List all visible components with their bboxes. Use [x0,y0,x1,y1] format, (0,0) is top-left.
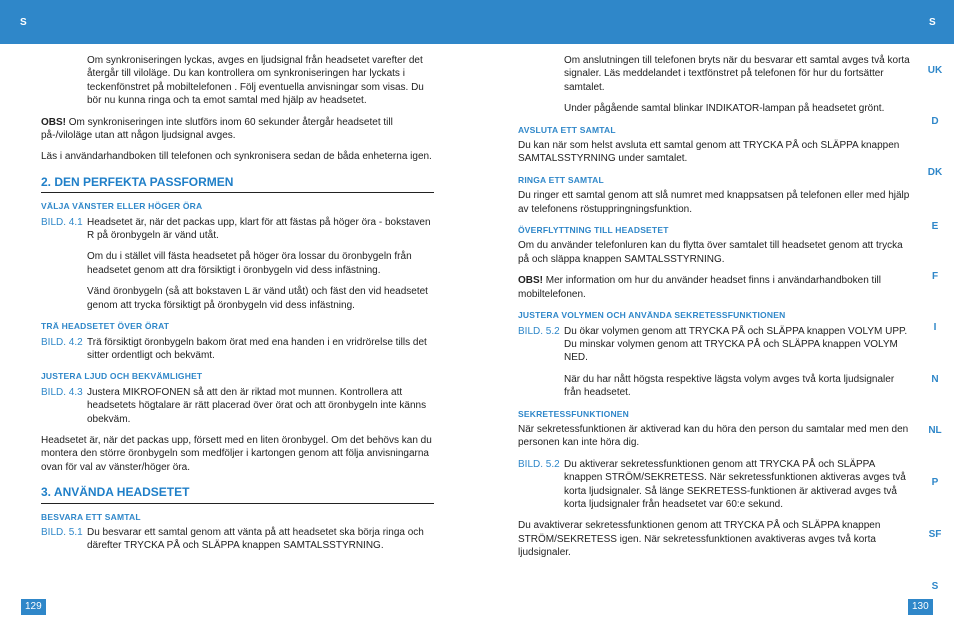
tab-f[interactable]: F [931,271,939,282]
paragraph: Om anslutningen till telefonen bryts när du besvarar ett samtal avges två korta signaler. Läs meddelandet i textfönstret på telefonen för hur du fortsätter samtalet. [564,55,910,93]
figure-label: BILD. 4.3 [41,386,83,398]
paragraph: När sekretessfunktionen är aktiverad kan du höra den person du samtalar med men den personen kan inte höra dig. [518,423,909,449]
tab-dk[interactable]: DK [927,167,943,178]
figure-text: Du ökar volymen genom att TRYCKA PÅ och SLÄPPA knappen VOLYM UPP. Du minskar volymen genom att TRYCKA PÅ och SLÄPPA knappen VOLYM NED. [564,325,908,364]
subheading: ÖVERFLYTTNING TILL HEADSETET [518,225,669,236]
paragraph: När du har nått högsta respektive lägsta volym avges två korta ljudsignaler från headsetet. [564,373,895,399]
header-lang-left: S [20,17,27,28]
paragraph: Om du i stället vill fästa headsetet på höger öra lossar du öronbygeln från headsetet genom att dra försiktigt i öronbygeln vid dess infästning. [87,251,412,276]
paragraph: Headsetet är, när det packas upp, försett med en liten öronbygel. Om det behövs kan du montera den större öronbygeln som medföljer i kartongen genom att följa anvisningarna ovan för val av vänster/höger öra. [41,434,432,473]
figure-ref-item [41,336,434,363]
figure-text: Du aktiverar sekretessfunktionen genom att TRYCKA PÅ och SLÄPPA knappen STRÖM/SEKRETESS. När sekretessfunktionen aktiveras avges två korta ljudsignaler. Så länge SEKRETESS-funktionen är aktiverad avges två korta ljudsignaler från headsetet var 60:e sekund. [564,458,906,510]
paragraph: Du avaktiverar sekretessfunktionen genom att TRYCKA PÅ och SLÄPPA knappen STRÖM/SEKRETESS igen. När sekretessfunktionen avaktiveras avges två korta ljudsignaler. [518,520,881,559]
paragraph: Du ringer ett samtal genom att slå numret med knappsatsen på telefonen eller med hjälp av telefonens röstuppringningsfunktion. [518,190,910,215]
subheading: BESVARA ETT SAMTAL [41,511,141,522]
figure-ref-item [41,386,434,426]
figure-label: BILD. 5.2 [518,458,560,470]
paragraph: Under pågående samtal blinkar INDIKATOR-lampan på headsetet grönt. [564,103,885,115]
obs-label: OBS! [518,275,543,287]
paragraph: Läs i användarhandboken till telefonen och synkronisera sedan de båda enheterna igen. [41,151,432,163]
subheading: RINGA ETT SAMTAL [518,174,604,185]
figure-ref-item [518,458,910,512]
figure-label: BILD. 4.1 [41,216,83,228]
figure-label: BILD. 5.2 [518,325,560,337]
right-page-content [518,54,910,568]
tab-nl[interactable]: NL [928,425,942,436]
figure-ref-item [518,325,910,365]
tab-n[interactable]: N [931,374,939,385]
figure-label: BILD. 5.1 [41,526,83,538]
subheading: AVSLUTA ETT SAMTAL [518,124,616,135]
tab-p[interactable]: P [931,477,939,488]
tab-i[interactable]: I [933,322,937,333]
figure-text: Trä försiktigt öronbygeln bakom örat med ena handen i en vridrörelse tills det sitter ordentligt och bekvämt. [87,336,427,361]
page-number-left: 129 [21,599,46,615]
tab-e[interactable]: E [931,221,939,232]
paragraph: Om du använder telefonluren kan du flytta över samtalet till headsetet genom att trycka på och släppa knappen SAMTALSSTYRNING. [518,240,903,265]
header-bar [0,0,954,44]
obs-text: Om synkroniseringen inte slutförs inom 60 sekunder återgår headsetet till på-/viloläge utan att någon ljudsignal avges. [41,116,393,142]
figure-ref-item [41,216,434,243]
tab-uk[interactable]: UK [927,65,943,76]
figure-text: Du besvarar ett samtal genom att vänta på att headsetet ska börja ringa och därefter TRYCKA PÅ och SLÄPPA knappen SAMTALSSTYRNING. [87,526,424,552]
obs-note [518,274,910,301]
subheading: JUSTERA VOLYMEN OCH ANVÄNDA SEKRETESSFUNKTIONEN [518,310,786,321]
figure-label: BILD. 4.2 [41,336,83,348]
obs-text: Mer information om hur du använder headset finns i användarhandboken till mobiltelefonen. [518,275,881,300]
section-heading-3: 3. ANVÄNDA HEADSETET [41,486,434,503]
paragraph: Du kan när som helst avsluta ett samtal genom att TRYCKA PÅ och SLÄPPA knappen SAMTALSSTYRNING under samtalet. [518,140,900,165]
page-number-right: 130 [908,599,933,615]
paragraph: Vänd öronbygeln (så att bokstaven L är vänd utåt) och fäst den vid headsetet genom att trycka försiktigt på öronbygeln vid dess infästning. [87,286,428,311]
section-heading-2: 2. DEN PERFEKTA PASSFORMEN [41,176,434,193]
figure-ref-item [41,526,434,553]
left-page-content [41,54,434,561]
figure-text: Headsetet är, när det packas upp, klart för att fästas på höger öra - bokstaven R på öronbygeln är vänd utåt. [87,216,431,242]
subheading: TRÄ HEADSETET ÖVER ÖRAT [41,321,170,332]
tab-s[interactable]: S [931,581,939,592]
subheading: JUSTERA LJUD OCH BEKVÄMLIGHET [41,371,203,382]
obs-label: OBS! [41,116,66,128]
header-lang-right: S [929,17,936,28]
figure-text: Justera MIKROFONEN så att den är riktad mot munnen. Kontrollera att headsetets högtalare är rätt placerad över örat och att öronbygeln inte känns obekväm. [87,386,427,425]
tab-sf[interactable]: SF [928,529,942,540]
tab-d[interactable]: D [931,116,939,127]
paragraph: Om synkroniseringen lyckas, avges en ljudsignal från headsetet varefter det återgår till viloläge. Du kan kontrollera om synkroniseringen har lyckats i teckenfönstret på mobiltelefonen . Följ eventuella anvisningar som visas. Du bör nu kunna ringa och ta emot samtal med hjälp av headsetet. [87,55,424,107]
subheading: SEKRETESSFUNKTIONEN [518,408,630,419]
subheading: VÄLJA VÄNSTER ELLER HÖGER ÖRA [41,201,203,212]
language-tabs [926,44,954,595]
obs-note [41,116,434,143]
